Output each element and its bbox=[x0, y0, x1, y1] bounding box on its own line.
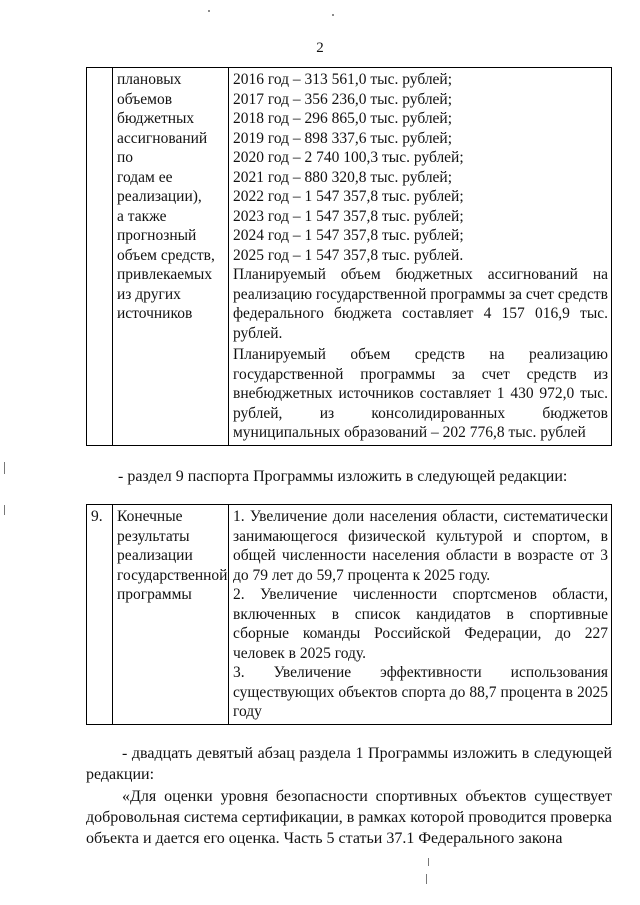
label-line: объем средств, bbox=[117, 246, 215, 264]
label-line: источников bbox=[117, 305, 193, 322]
year-line: 2018 год – 296 865,0 тыс. рублей; bbox=[233, 110, 453, 127]
label-line: программы bbox=[117, 586, 192, 603]
quoted-paragraph: «Для оценки уровня безопасности спортивных объектов существует добровольная система сертификации, в рамках которой проводится проверка объекта и дается его оценка. Часть 5 статьи 37.1 Федерального закона bbox=[86, 788, 612, 847]
margin-mark bbox=[4, 462, 5, 474]
scan-speck bbox=[332, 14, 334, 16]
table-row bbox=[87, 68, 612, 446]
extra-budget-paragraph: Планируемый объем средств на реализацию государственной программы за счет средств из внебюджетных источников составляет 1 430 972,0 тыс. рублей, из консолидированных бюджетов муниципальных образований – 202 776,8 тыс. рублей bbox=[233, 346, 608, 441]
budget-table bbox=[86, 67, 612, 446]
label-line: из других bbox=[117, 285, 181, 303]
page-number: 2 bbox=[316, 40, 324, 56]
year-line: 2016 год – 313 561,0 тыс. рублей; bbox=[233, 71, 453, 88]
margin-mark bbox=[4, 505, 5, 515]
label-line: ассигнований по bbox=[117, 129, 208, 166]
label-line: Конечные bbox=[117, 508, 183, 525]
label-line: бюджетных bbox=[117, 110, 195, 127]
label-line: а также bbox=[117, 207, 167, 225]
result-item: 3. Увеличение эффективности использования существующих объектов спорта до 88,7 процента в 2025 году bbox=[233, 664, 608, 720]
result-item: 2. Увеличение численности спортсменов области, включенных в список кандидатов в спортивные сборные команды Российской Федерации, до 227 человек в 2025 году. bbox=[233, 586, 608, 662]
label-line: реализации), bbox=[117, 188, 202, 205]
label-line: плановых bbox=[117, 71, 182, 88]
margin-mark bbox=[426, 874, 427, 884]
year-line: 2017 год – 356 236,0 тыс. рублей; bbox=[233, 90, 453, 108]
scan-speck bbox=[208, 10, 210, 12]
year-line: 2023 год – 1 547 357,8 тыс. рублей; bbox=[233, 207, 464, 225]
label-line: результаты bbox=[117, 527, 190, 545]
section-9-instruction: - раздел 9 паспорта Программы изложить в следующей редакции: bbox=[118, 468, 568, 485]
label-line: государственной bbox=[117, 566, 228, 584]
label-line: прогнозный bbox=[117, 227, 197, 244]
table-cell-number: 9. bbox=[87, 505, 113, 725]
label-line: годам ее bbox=[117, 168, 173, 186]
year-line: 2020 год – 2 740 100,3 тыс. рублей; bbox=[233, 149, 464, 166]
label-line: реализации bbox=[117, 547, 193, 564]
federal-budget-paragraph: Планируемый объем бюджетных ассигнований на реализацию государственной программы за счет средств федерального бюджета составляет 4 157 016,9 тыс. рублей. bbox=[233, 266, 608, 342]
margin-mark bbox=[428, 858, 429, 866]
table-cell-label bbox=[113, 68, 229, 446]
year-line: 2025 год – 1 547 357,8 тыс. рублей. bbox=[233, 246, 464, 264]
table-cell-value bbox=[229, 505, 612, 725]
label-line: объемов bbox=[117, 90, 173, 108]
section-1-instruction: - двадцать девятый абзац раздела 1 Программы изложить в следующей редакции: bbox=[86, 745, 612, 783]
year-line: 2019 год – 898 337,6 тыс. рублей; bbox=[233, 129, 453, 147]
year-line: 2024 год – 1 547 357,8 тыс. рублей; bbox=[233, 227, 464, 244]
table-cell-number bbox=[87, 68, 113, 446]
table-cell-label bbox=[113, 505, 229, 725]
table-row bbox=[87, 505, 612, 725]
year-line: 2021 год – 880 320,8 тыс. рублей; bbox=[233, 168, 453, 186]
label-line: привлекаемых bbox=[117, 266, 213, 283]
results-table bbox=[86, 504, 612, 725]
result-item: 1. Увеличение доли населения области, систематически занимающегося физической культурой и спортом, в общей численности населения области в возрасте от 3 до 79 лет до 59,7 процента к 2025 году. bbox=[233, 508, 608, 584]
year-line: 2022 год – 1 547 357,8 тыс. рублей; bbox=[233, 188, 464, 205]
table-cell-value bbox=[229, 68, 612, 446]
